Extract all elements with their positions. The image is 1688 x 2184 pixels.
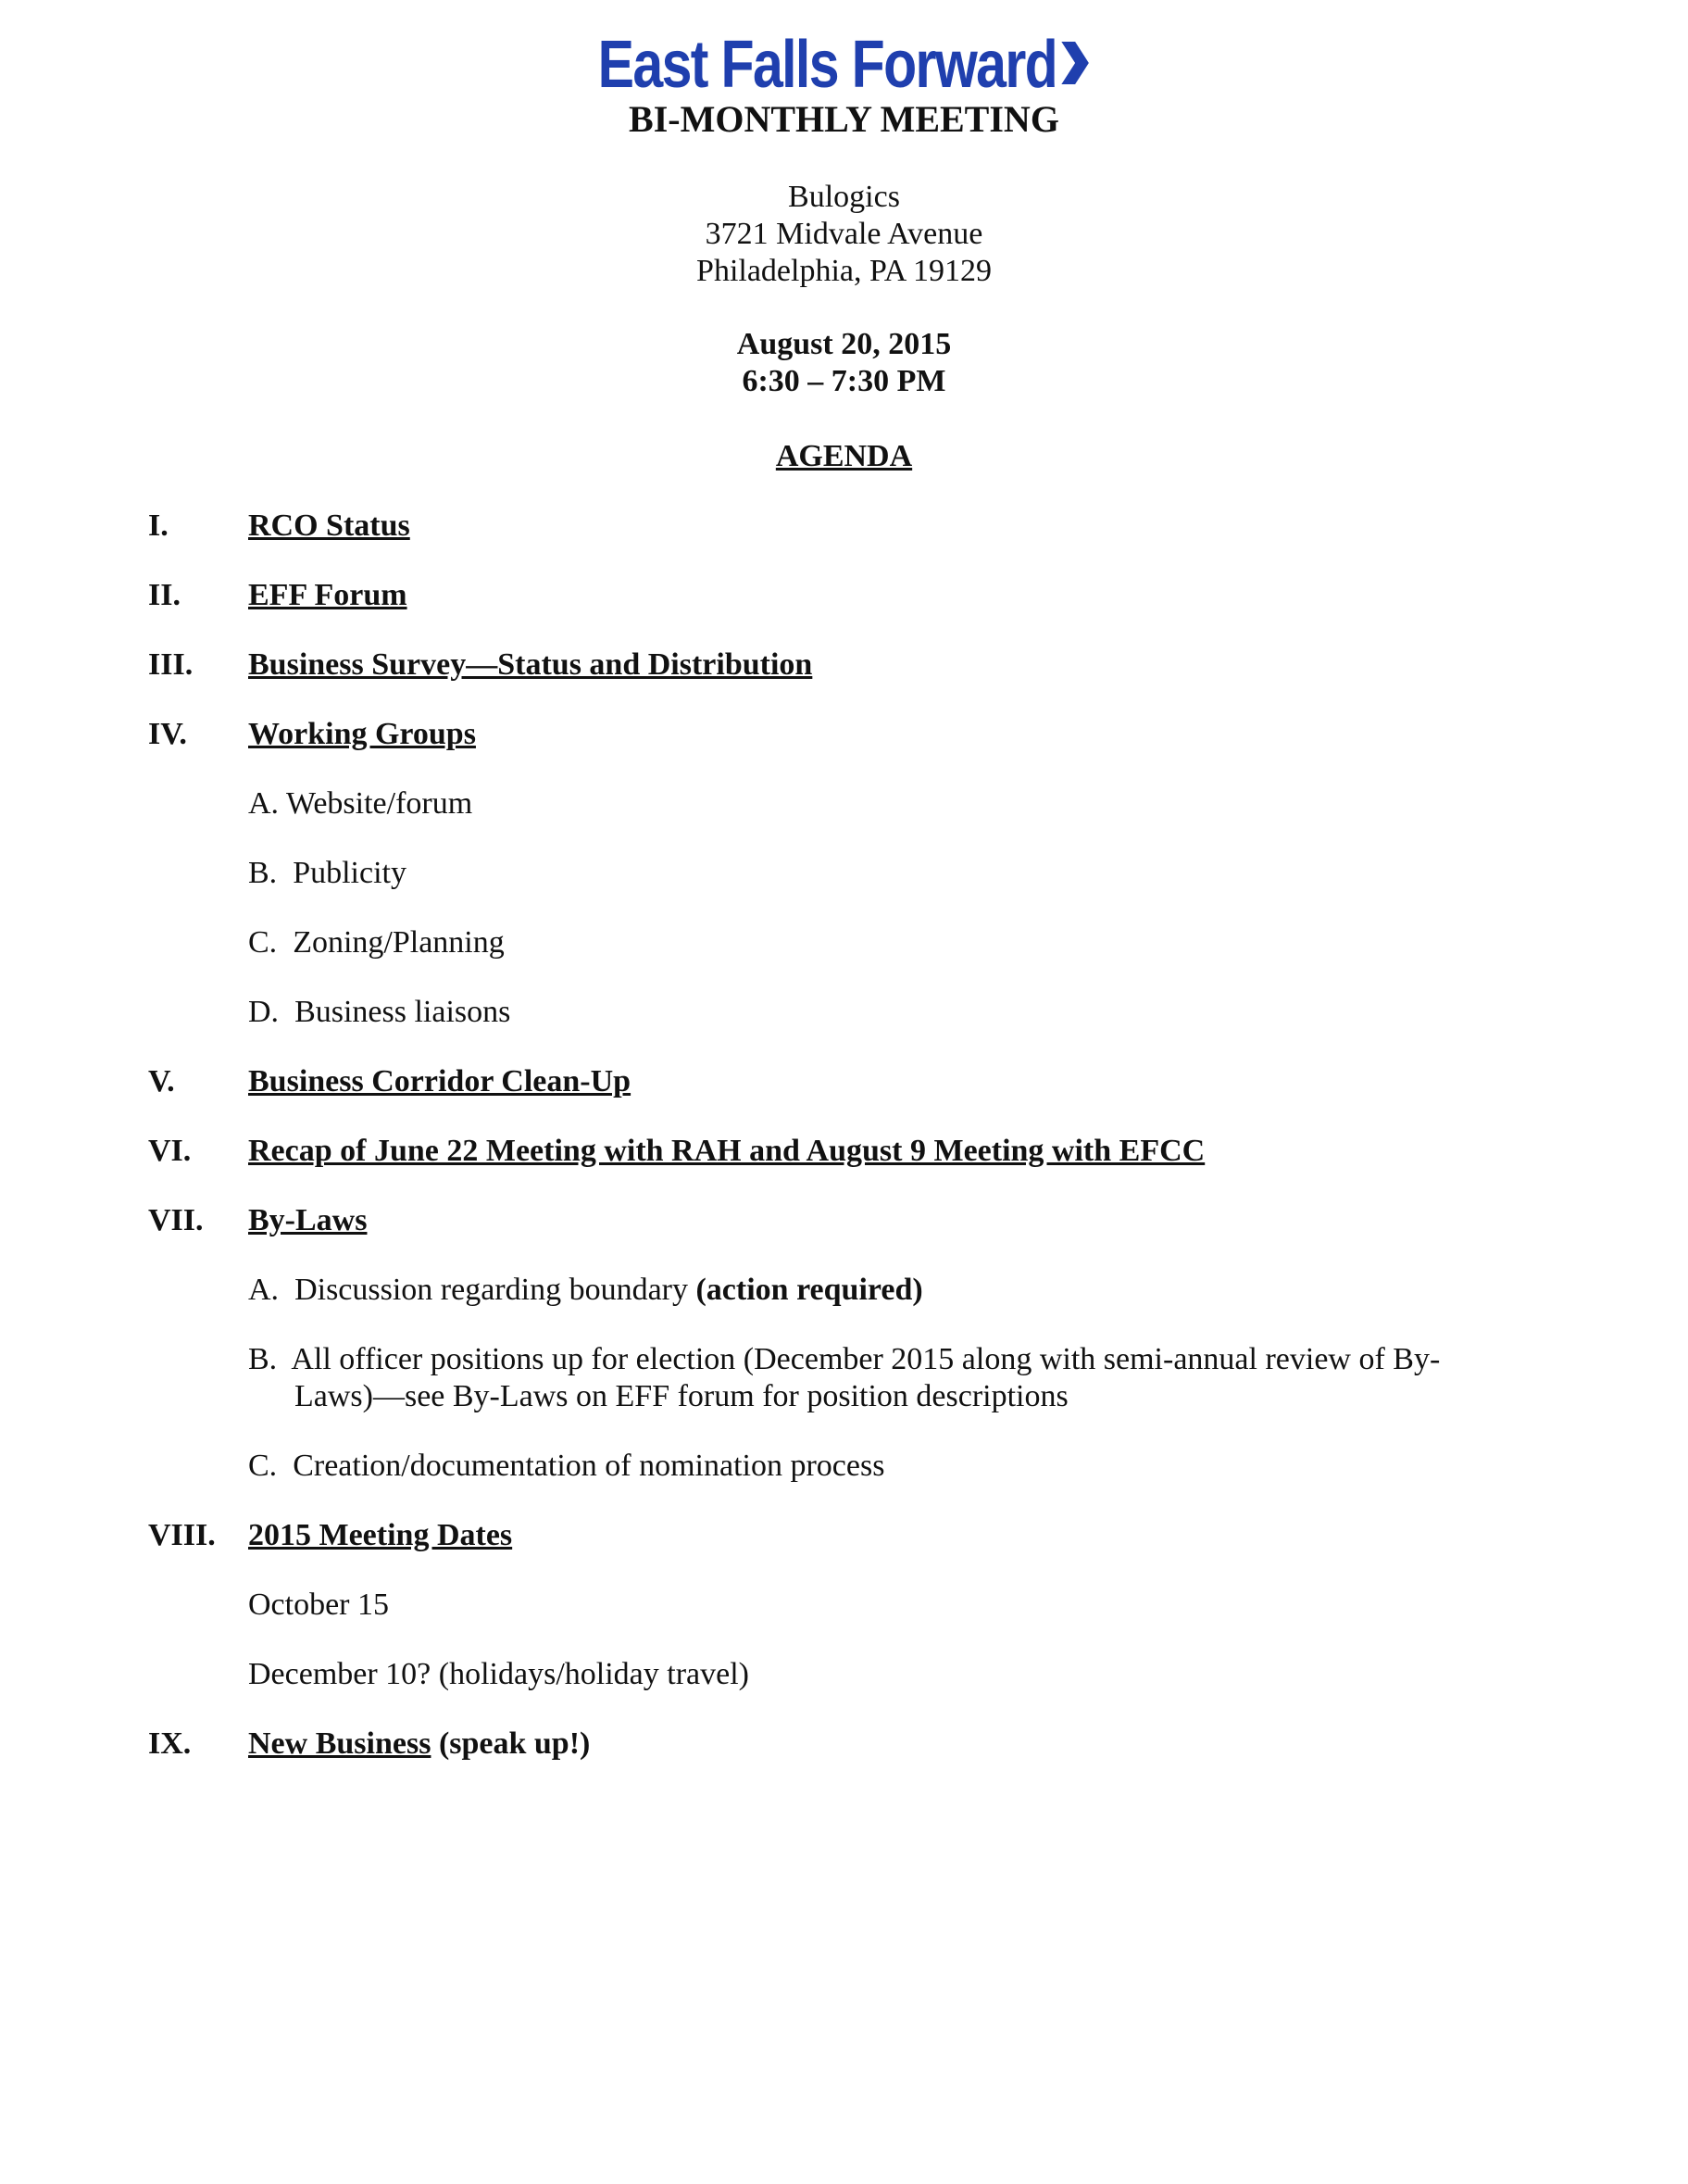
venue-name: Bulogics: [788, 180, 900, 214]
item-title-suffix: (speak up!): [438, 1726, 591, 1761]
item-title: Business Corridor Clean-Up: [248, 1064, 631, 1098]
sub-item-letter: B.: [248, 1342, 278, 1376]
sub-item-text: Business liaisons: [294, 995, 511, 1029]
item-number: IX.: [148, 1726, 192, 1761]
sub-item-letter: A.: [248, 786, 280, 821]
item-title: By-Laws: [248, 1203, 368, 1237]
item-title: EFF Forum: [248, 578, 407, 612]
agenda-heading: AGENDA: [775, 439, 913, 473]
sub-item-text-cont: Laws)—see By-Laws on EFF forum for position descriptions: [294, 1379, 1069, 1413]
sub-item-letter: A.: [248, 1273, 280, 1307]
item-number: VII.: [148, 1203, 204, 1237]
sub-item-letter: D.: [248, 995, 280, 1029]
item-title: Working Groups: [248, 717, 476, 751]
venue-city: Philadelphia, PA 19129: [696, 254, 992, 288]
meeting-time: 6:30 – 7:30 PM: [742, 364, 946, 398]
meeting-date: August 20, 2015: [736, 327, 952, 361]
logo-text: East Falls Forward: [597, 28, 1057, 102]
date-text: December 10? (holidays/holiday travel): [248, 1657, 749, 1691]
action-required-label: (action required): [695, 1273, 923, 1307]
item-title: New Business (speak up!): [248, 1726, 591, 1761]
item-number: I.: [148, 508, 169, 543]
item-title: Recap of June 22 Meeting with RAH and August 9 Meeting with EFCC: [248, 1134, 1206, 1168]
date-text: October 15: [248, 1588, 390, 1622]
meeting-address: [0, 179, 1688, 290]
item-title: 2015 Meeting Dates: [248, 1518, 513, 1552]
item-number: II.: [148, 578, 181, 612]
sub-item-text: Creation/documentation of nomination process: [293, 1449, 885, 1483]
meeting-title: BI-MONTHLY MEETING: [629, 98, 1059, 140]
chevron-right-icon: [1059, 25, 1090, 103]
item-number: V.: [148, 1064, 175, 1098]
sub-item-text: Publicity: [293, 856, 406, 890]
sub-item-letter: C.: [248, 1449, 278, 1483]
sub-item-text: Website/forum: [285, 786, 473, 821]
sub-item-text: Zoning/Planning: [293, 925, 505, 960]
item-number: VIII.: [148, 1518, 216, 1552]
sub-item-letter: B.: [248, 856, 278, 890]
item-title: RCO Status: [248, 508, 410, 543]
item-number: VI.: [148, 1134, 192, 1168]
item-title: Business Survey—Status and Distribution: [248, 647, 813, 682]
sub-item-text: All officer positions up for election (December 2015 along with semi-annual review of By-: [291, 1342, 1441, 1376]
item-number: III.: [148, 647, 194, 682]
venue-street: 3721 Midvale Avenue: [705, 217, 983, 251]
sub-item-text: Discussion regarding boundary: [294, 1273, 688, 1307]
item-number: IV.: [148, 717, 187, 751]
meeting-datetime: [0, 326, 1688, 400]
sub-item-letter: C.: [248, 925, 278, 960]
